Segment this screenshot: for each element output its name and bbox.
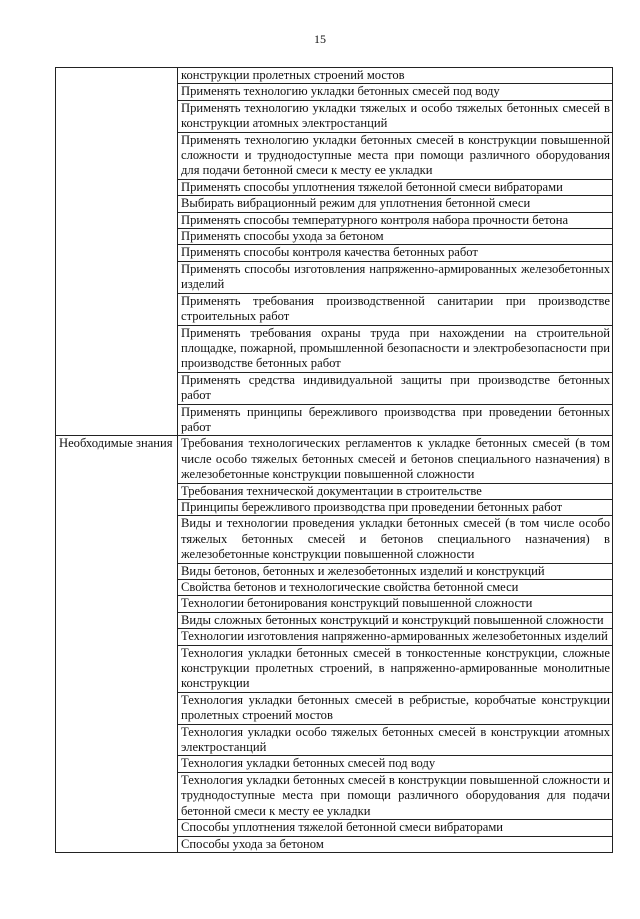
- requirements-table-body: [56, 68, 613, 853]
- item-text: Виды и технологии проведения укладки бетонных смесей (в том числе особо тяжелых бетонных смесей и бетонов специального назначения) в железобетонные конструкции повышенной сложности: [181, 516, 610, 562]
- item-text: Применять способы изготовления напряженно-армированных железобетонных изделий: [181, 261, 610, 292]
- category-cell: [56, 436, 178, 853]
- item-cell: [178, 483, 613, 499]
- item-text: Применять способы уплотнения тяжелой бетонной смеси вибраторами: [181, 179, 563, 194]
- item-cell: [178, 100, 613, 132]
- item-cell: [178, 499, 613, 515]
- item-cell: [178, 404, 613, 436]
- item-cell: [178, 84, 613, 100]
- item-text: Технология укладки бетонных смесей в конструкции повышенной сложности и труднодоступные места при помощи различного оборудования для подачи бетонной смеси к месту ее укладки: [181, 772, 610, 818]
- item-text: Применять способы температурного контроля набора прочности бетона: [181, 212, 569, 227]
- item-text: Виды сложных бетонных конструкций и конструкций повышенной сложности: [181, 612, 604, 627]
- item-text: Применять средства индивидуальной защиты при производстве бетонных работ: [181, 372, 610, 403]
- item-text: Применять требования производственной санитарии при производстве строительных работ: [181, 293, 610, 324]
- item-cell: [178, 692, 613, 724]
- item-cell: [178, 293, 613, 325]
- item-cell: [178, 229, 613, 245]
- item-text: Технология укладки бетонных смесей под воду: [181, 756, 436, 771]
- item-cell: [178, 836, 613, 852]
- item-text: Технологии бетонирования конструкций повышенной сложности: [181, 596, 533, 611]
- item-cell: [178, 563, 613, 579]
- table-row: [56, 68, 613, 84]
- item-text: Применять технологию укладки бетонных смесей под воду: [181, 84, 500, 99]
- item-text: Применять способы ухода за бетоном: [181, 229, 384, 244]
- item-cell: [178, 179, 613, 195]
- item-cell: [178, 196, 613, 212]
- category-label: Необходимые знания: [59, 436, 173, 451]
- item-cell: [178, 756, 613, 772]
- item-cell: [178, 772, 613, 819]
- item-text: Применять требования охраны труда при нахождении на строительной площадке, пожарной, промышленной безопасности и электробезопасности при производстве бетонных работ: [181, 325, 610, 371]
- category-cell: [56, 68, 178, 436]
- item-cell: [178, 612, 613, 628]
- item-text: Технологии изготовления напряженно-армированных железобетонных изделий: [181, 629, 608, 644]
- item-cell: [178, 724, 613, 756]
- requirements-table: [55, 67, 613, 853]
- item-text: Применять принципы бережливого производства при проведении бетонных работ: [181, 404, 610, 434]
- item-text: Принципы бережливого производства при проведении бетонных работ: [181, 499, 563, 514]
- item-text: Виды бетонов, бетонных и железобетонных изделий и конструкций: [181, 563, 545, 578]
- item-text: конструкции пролетных строений мостов: [181, 68, 405, 82]
- item-cell: [178, 580, 613, 596]
- item-cell: [178, 596, 613, 612]
- item-text: Требования технологических регламентов к укладке бетонных смесей (в том числе особо тяжелых бетонных смесей и бетонов специального назначения) в железобетонные конструкции повышенной сложности: [181, 436, 610, 482]
- item-text: Технология укладки бетонных смесей в ребристые, коробчатые конструкции пролетных строений мостов: [181, 692, 610, 723]
- page-number: 15: [314, 32, 326, 46]
- item-text: Свойства бетонов и технологические свойства бетонной смеси: [181, 580, 519, 594]
- item-cell: [178, 325, 613, 372]
- item-cell: [178, 645, 613, 692]
- item-cell: [178, 245, 613, 261]
- item-cell: [178, 212, 613, 228]
- item-cell: [178, 820, 613, 836]
- item-cell: [178, 629, 613, 645]
- item-text: Применять технологию укладки тяжелых и особо тяжелых бетонных смесей в конструкции атомных электростанций: [181, 100, 610, 131]
- item-text: Выбирать вибрационный режим для уплотнения бетонной смеси: [181, 196, 531, 211]
- item-cell: [178, 372, 613, 404]
- item-text: Технология укладки бетонных смесей в тонкостенные конструкции, сложные конструкции пролетных строений, в напряженно-армированные монолитные конструкции: [181, 645, 610, 691]
- item-text: Применять способы контроля качества бетонных работ: [181, 245, 478, 260]
- item-cell: [178, 68, 613, 84]
- item-cell: [178, 261, 613, 293]
- item-text: Применять технологию укладки бетонных смесей в конструкции повышенной сложности и труднодоступные места при помощи различного оборудования для подачи бетонной смеси к месту ее укладки: [181, 132, 610, 178]
- item-text: Требования технической документации в строительстве: [181, 483, 482, 498]
- item-cell: [178, 436, 613, 483]
- item-cell: [178, 132, 613, 179]
- item-text: Способы уплотнения тяжелой бетонной смеси вибраторами: [181, 820, 504, 835]
- item-text: Способы ухода за бетоном: [181, 836, 324, 851]
- table-row: [56, 436, 613, 483]
- item-cell: [178, 516, 613, 563]
- item-text: Технология укладки особо тяжелых бетонных смесей в конструкции атомных электростанций: [181, 724, 610, 755]
